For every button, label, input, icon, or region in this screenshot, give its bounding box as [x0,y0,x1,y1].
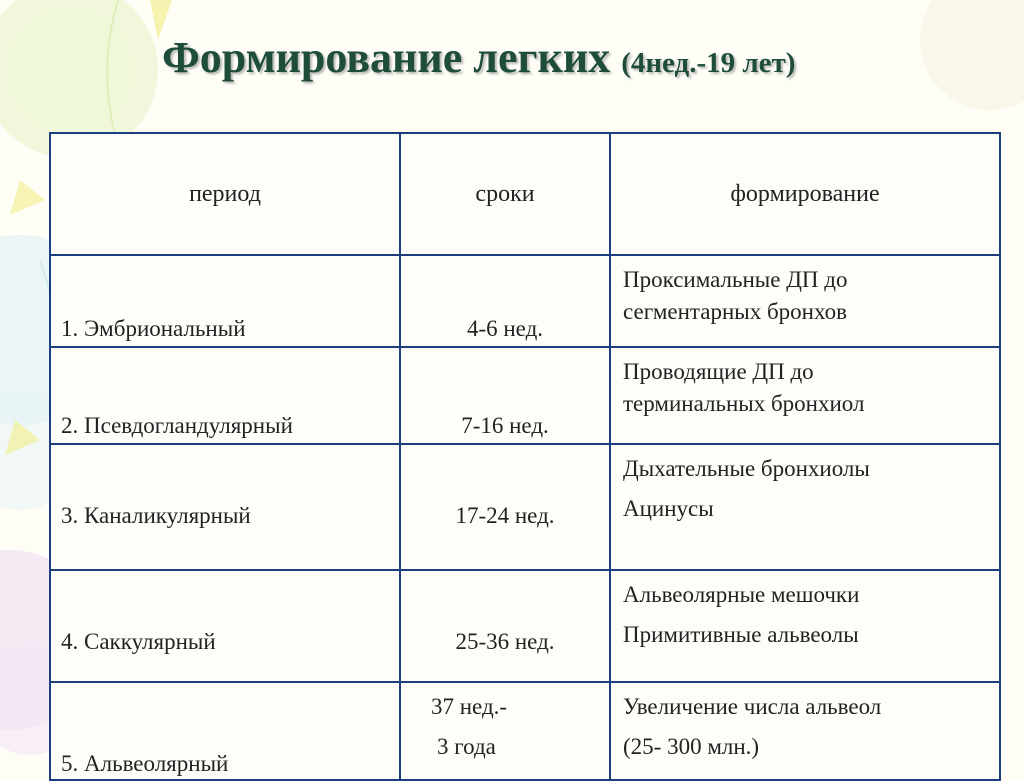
term-value: 3 года [437,734,496,759]
term-value: 17-24 нед. [455,503,555,528]
formation-line: Проводящие ДП до [623,359,814,384]
title-subtitle: (4нед.-19 лет) [621,47,796,79]
table-row [50,347,1000,444]
formation-line: Дыхательные бронхиолы [623,456,870,481]
formation-cell [610,682,1000,780]
table-row [50,255,1000,347]
period-cell [50,570,400,682]
formation-line: Проксимальные ДП до [623,267,848,292]
table-row [50,682,1000,780]
formation-line: Альвеолярные мешочки [623,582,860,607]
formation-cell [610,255,1000,347]
period-label: 2. Псевдогландулярный [61,413,293,438]
title-main: Формирование легких [162,33,611,82]
term-cell [400,570,610,682]
formation-line: Примитивные альвеолы [623,622,859,647]
period-label: 3. Каналикулярный [61,503,251,528]
period-label: 4. Саккулярный [61,629,216,654]
lung-formation-table [49,132,1001,781]
period-cell [50,444,400,570]
term-value: 7-16 нед. [461,413,549,438]
period-cell [50,255,400,347]
header-formation: формирование [610,133,1000,255]
formation-cell [610,444,1000,570]
slide-title [162,28,795,93]
header-term: сроки [400,133,610,255]
formation-line: Ацинусы [623,496,714,521]
formation-cell [610,570,1000,682]
period-label: 1. Эмбриональный [61,316,246,341]
formation-line: терминальных бронхиол [623,391,865,416]
table-row [50,444,1000,570]
period-label: 5. Альвеолярный [61,751,229,776]
period-cell [50,682,400,780]
term-cell [400,255,610,347]
table-row [50,570,1000,682]
formation-line: Увеличение числа альвеол [623,694,882,719]
term-cell [400,347,610,444]
formation-line: сегментарных бронхов [623,299,847,324]
term-cell [400,444,610,570]
header-period: период [50,133,400,255]
table-header-row [50,133,1000,255]
formation-cell [610,347,1000,444]
term-value: 25-36 нед. [455,629,555,654]
formation-line: (25- 300 млн.) [623,734,760,759]
term-value: 4-6 нед. [466,316,544,341]
period-cell [50,347,400,444]
term-value: 37 нед.- [431,694,508,719]
term-cell [400,682,610,780]
